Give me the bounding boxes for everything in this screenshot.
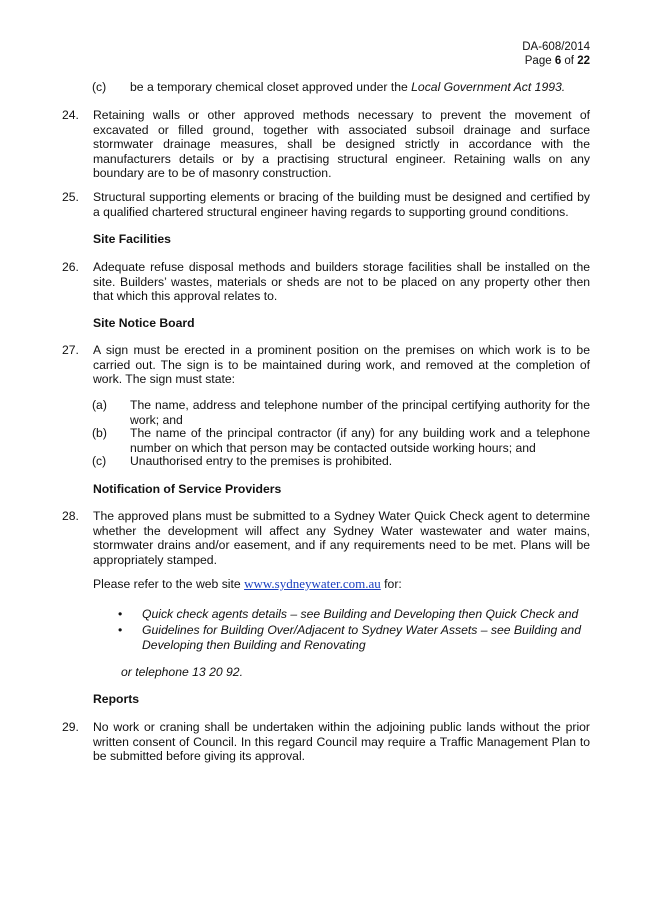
section-heading-site-facilities: Site Facilities — [93, 232, 171, 246]
condition-25 — [62, 190, 590, 219]
condition-29 — [62, 720, 590, 764]
web-reference: Please refer to the web site www.sydneywater.com.au for: — [93, 576, 402, 591]
condition-26 — [62, 260, 590, 304]
sub-label: (c) — [92, 454, 107, 468]
condition-27 — [62, 343, 590, 387]
condition-23c: (c) be a temporary chemical closet approved under the Local Government Act 1993. — [92, 80, 566, 94]
document-reference: DA-608/2014 — [522, 41, 590, 53]
section-heading-reports: Reports — [93, 692, 140, 706]
condition-number: 28. — [62, 509, 79, 523]
section-heading-notification: Notification of Service Providers — [93, 482, 282, 496]
condition-27a: (a) The name, address and telephone number of the principal certifying authority for the work; and — [92, 398, 590, 427]
condition-text: Structural supporting elements or bracing of the building must be designed and certified by a qualified chartered structural engineer having regards to supporting ground conditions. — [93, 190, 590, 219]
bullet-item: • Quick check agents details – see Building and Developing then Quick Check and — [118, 607, 579, 621]
condition-text: A sign must be erected in a prominent position on the premises on which work is to be carried out. The sign is to be maintained during work, and removed at the completion of work. The sign must state: — [93, 343, 590, 387]
condition-27c: (c) Unauthorised entry to the premises is prohibited. — [92, 454, 393, 468]
condition-text: No work or craning shall be undertaken within the adjoining public lands without the prior written consent of Council. In this regard Council may require a Traffic Management Plan to be submitted before giving its approval. — [93, 720, 590, 764]
bullet-icon: • — [118, 623, 123, 637]
sub-label: (a) — [92, 398, 107, 412]
page-number: Page 6 of 22 — [524, 55, 590, 67]
condition-text: The approved plans must be submitted to a Sydney Water Quick Check agent to determine whether the development will affect any Sydney Water wastewater and water mains, stormwater drains and/or easement, and if any requirements need to be met. Plans will be appropriately stamped. — [93, 509, 590, 567]
section-heading-site-notice-board: Site Notice Board — [93, 316, 195, 330]
page-header — [522, 40, 590, 68]
sydney-water-link[interactable]: www.sydneywater.com.au — [244, 576, 381, 591]
condition-number: 27. — [62, 343, 79, 357]
condition-number: 29. — [62, 720, 79, 734]
condition-number: 25. — [62, 190, 79, 204]
telephone-note: or telephone 13 20 92. — [121, 665, 243, 679]
bullet-item: • Guidelines for Building Over/Adjacent to Sydney Water Assets – see Building and Developing then Building and Renovating — [118, 623, 581, 652]
condition-number: 26. — [62, 260, 79, 274]
condition-24 — [62, 108, 590, 181]
condition-number: 24. — [62, 108, 79, 122]
sub-label: (c) — [92, 80, 107, 94]
bullet-icon: • — [118, 607, 123, 621]
condition-27b: (b) The name of the principal contractor (if any) for any building work and a telephone number on which that person may be contacted outside working hours; and — [92, 426, 590, 455]
sub-label: (b) — [92, 426, 107, 440]
act-reference: Local Government Act 1993. — [411, 80, 566, 94]
condition-text: Adequate refuse disposal methods and builders storage facilities shall be installed on the site. Builders’ wastes, materials or sheds are not to be placed on any property other then that which this approval relates to. — [93, 260, 590, 304]
condition-28 — [62, 509, 590, 567]
condition-text: Retaining walls or other approved methods necessary to prevent the movement of excavated or filled ground, together with associated subsoil drainage and surface stormwater drainage measures, shall be designed strictly in accordance with the manufacturers details or by a practising structural engineer. Retaining walls on any boundary are to be of masonry construction. — [93, 108, 590, 181]
